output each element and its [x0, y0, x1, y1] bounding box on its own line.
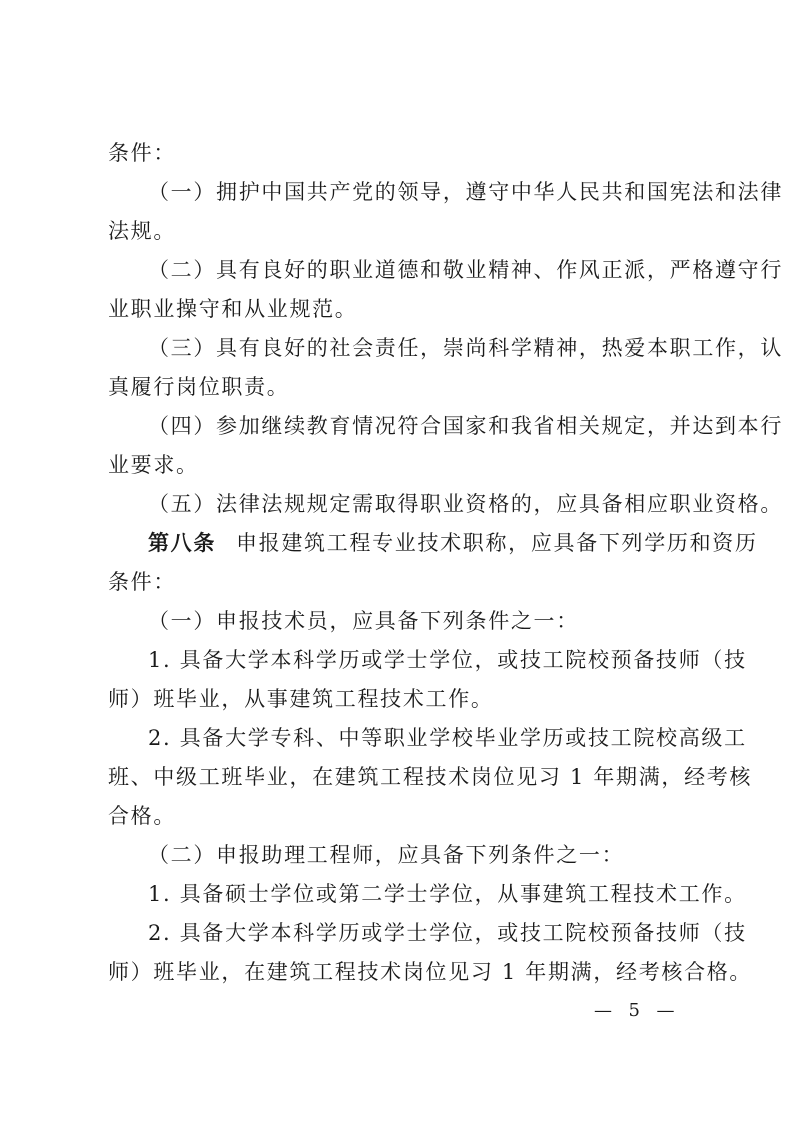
text-line: （一）申报技术员，应具备下列条件之一： [148, 609, 579, 633]
page-number: — 5 — [594, 1000, 680, 1021]
text-line: （二）申报助理工程师，应具备下列条件之一： [148, 843, 625, 867]
text-line: 班、中级工班毕业，在建筑工程技术岗位见习 1 年期满，经考核 [108, 765, 753, 789]
text-line: 2. 具备大学本科学历或学士学位，或技工院校预备技师（技 [148, 921, 747, 945]
text-line: 师）班毕业，在建筑工程技术岗位见习 1 年期满，经考核合格。 [108, 960, 753, 984]
text-line: （一）拥护中国共产党的领导，遵守中华人民共和国宪法和法律 [148, 180, 784, 204]
text-line: （五）法律法规规定需取得职业资格的，应具备相应职业资格。 [148, 492, 784, 516]
text-line: 条件： [108, 570, 177, 594]
text-line: 1. 具备大学本科学历或学士学位，或技工院校预备技师（技 [148, 648, 747, 672]
text-line: 法规。 [108, 219, 177, 243]
text-line: （二）具有良好的职业道德和敬业精神、作风正派，严格遵守行 [148, 258, 784, 282]
text-line: （四）参加继续教育情况符合国家和我省相关规定，并达到本行 [148, 414, 784, 438]
text-line: 1. 具备硕士学位或第二学士学位，从事建筑工程技术工作。 [148, 882, 747, 906]
text-line: 业要求。 [108, 453, 199, 477]
text-line: 真履行岗位职责。 [108, 375, 290, 399]
text-line: （三）具有良好的社会责任，崇尚科学精神，热爱本职工作，认 [148, 336, 784, 360]
text-line: 条件： [108, 141, 177, 165]
article-heading: 第八条 [148, 531, 217, 555]
text-line: 合格。 [108, 804, 177, 828]
text-line: 业职业操守和从业规范。 [108, 297, 358, 321]
text-line: 申报建筑工程专业技术职称，应具备下列学历和资历 [236, 531, 758, 555]
text-line: 2. 具备大学专科、中等职业学校毕业学历或技工院校高级工 [148, 726, 747, 750]
text-line: 师）班毕业，从事建筑工程技术工作。 [108, 687, 494, 711]
